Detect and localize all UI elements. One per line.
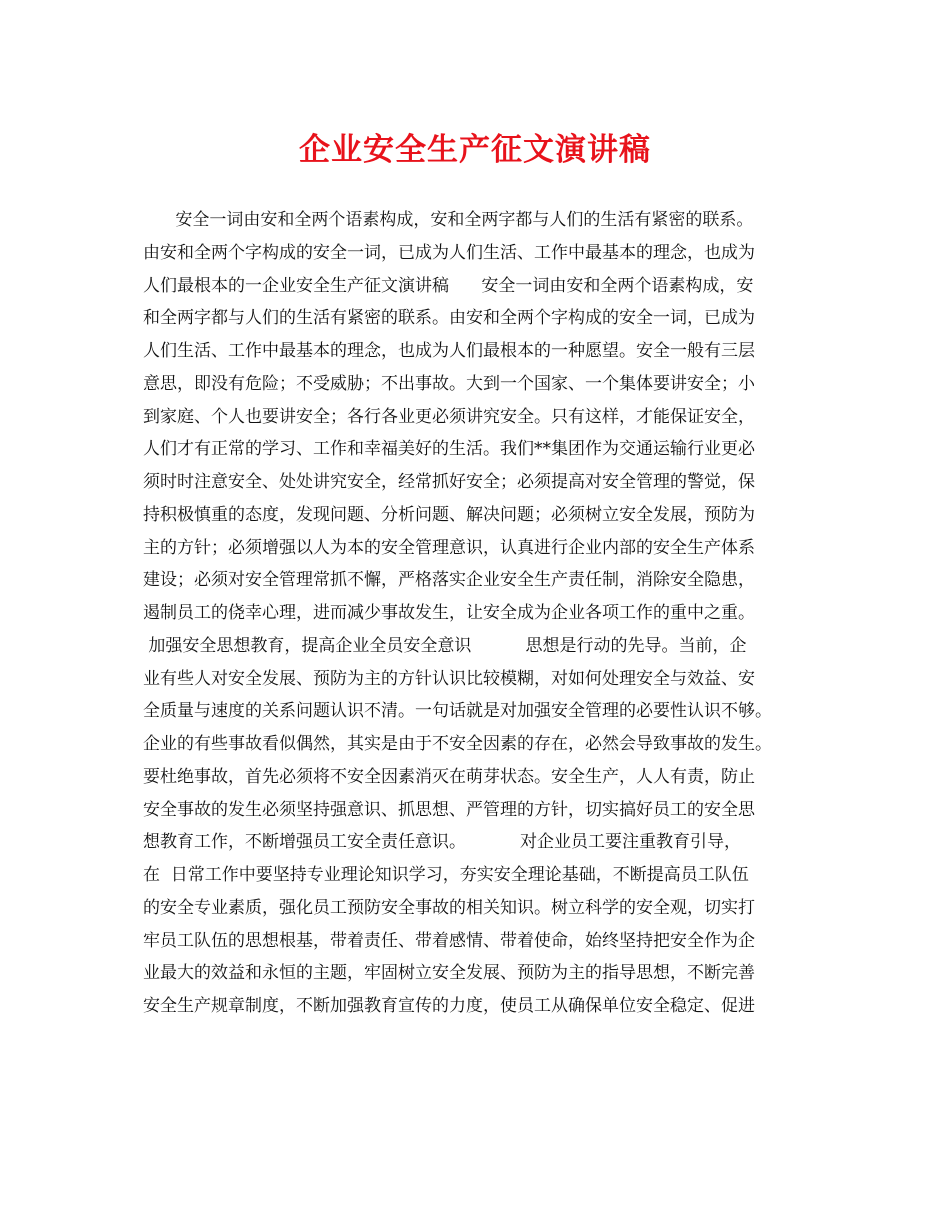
body-line: 人们生活、工作中最基本的理念，也成为人们最根本的一种愿望。安全一般有三层 (143, 341, 755, 361)
body-line: 持积极慎重的态度，发现问题、分析问题、解决问题；必须树立安全发展，预防为 (143, 504, 755, 525)
body-line: 在 日常工作中要坚持专业理论知识学习，夯实安全理论基础，不断提高员工队伍 (143, 865, 749, 885)
body-line: 牢员工队伍的思想根基，带着责任、带着感情、带着使命，始终坚持把安全作为企 (143, 930, 755, 951)
body-line: 和全两字都与人们的生活有紧密的联系。由安和全两个字构成的安全一词，已成为 (143, 308, 755, 329)
body-line: 业有些人对安全发展、预防为主的方针认识比较模糊，对如何处理安全与效益、安 (143, 668, 755, 689)
body-line: 想教育工作，不断增强员工安全责任意识。 对企业员工要注重教育引导， (143, 832, 742, 853)
body-line: 全质量与速度的关系问题认识不清。一句话就是对加强安全管理的必要性认识不够。 (143, 701, 772, 722)
document-body (143, 204, 823, 1023)
document-title: 企业安全生产征文演讲稿 (299, 132, 651, 168)
body-line: 人们才有正常的学习、工作和幸福美好的生活。我们**集团作为交通运输行业更必 (143, 439, 755, 460)
body-line: 由安和全两个字构成的安全一词，已成为人们生活、工作中最基本的理念，也成为 (143, 242, 755, 263)
body-line: 安全生产规章制度，不断加强教育宣传的力度，使员工从确保单位安全稳定、促进 (143, 996, 755, 1016)
body-line: 到家庭、个人也要讲安全；各行各业更必须讲究安全。只有这样，才能保证安全， (143, 406, 755, 427)
body-line: 安全事故的发生必须坚持强意识、抓思想、严管理的方针，切实搞好员工的安全思 (143, 799, 755, 820)
body-line: 加强安全思想教育，提高企业全员安全意识 思想是行动的先导。当前，企 (143, 635, 747, 656)
body-line: 意思，即没有危险；不受威胁；不出事故。大到一个国家、一个集体要讲安全；小 (143, 373, 755, 394)
body-line: 主的方针；必须增强以人为本的安全管理意识，认真进行企业内部的安全生产体系 (143, 537, 755, 558)
body-line: 的安全专业素质，强化员工预防安全事故的相关知识。树立科学的安全观，切实打 (143, 897, 755, 918)
body-line: 业最大的效益和永恒的主题，牢固树立安全发展、预防为主的指导思想，不断完善 (143, 963, 755, 984)
body-line: 人们最根本的一企业安全生产征文演讲稿 安全一词由安和全两个语素构成，安 (143, 275, 754, 296)
body-line: 企业的有些事故看似偶然，其实是由于不安全因素的存在，必然会导致事故的发生。 (143, 734, 772, 754)
body-line: 建设；必须对安全管理常抓不懈，严格落实企业安全生产责任制，消除安全隐患， (143, 570, 755, 591)
body-line: 遏制员工的侥幸心理，进而减少事故发生，让安全成为企业各项工作的重中之重。 (143, 603, 755, 623)
body-line: 须时时注意安全、处处讲究安全，经常抓好安全；必须提高对安全管理的警觉，保 (143, 472, 755, 492)
body-line: 安全一词由安和全两个语素构成，安和全两字都与人们的生活有紧密的联系。 (143, 210, 754, 230)
body-line: 要杜绝事故，首先必须将不安全因素消灭在萌芽状态。安全生产，人人有责，防止 (143, 766, 755, 787)
